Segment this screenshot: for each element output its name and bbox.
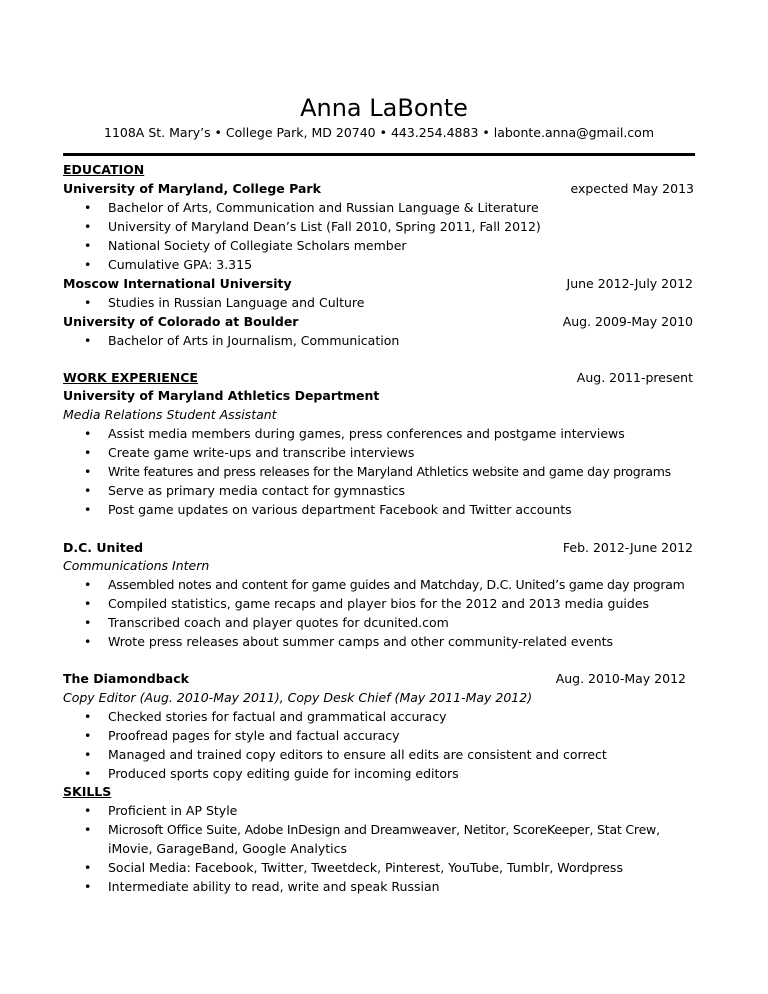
- edu-org-cu: University of Colorado at Boulder: [63, 314, 299, 329]
- list-item-continuation: iMovie, GarageBand, Google Analytics: [108, 841, 348, 856]
- bullet-icon: •: [84, 295, 92, 310]
- list-item: Social Media: Facebook, Twitter, Tweetdeck, Pinterest, YouTube, Tumblr, Wordpress: [108, 860, 623, 875]
- work-role-dcunited: Communications Intern: [63, 558, 210, 573]
- edu-date-miu: June 2012-July 2012: [566, 276, 693, 291]
- candidate-name: Anna LaBonte: [300, 94, 468, 122]
- bullet-icon: •: [84, 615, 92, 630]
- bullet-icon: •: [84, 634, 92, 649]
- list-item: University of Maryland Dean’s List (Fall 2010, Spring 2011, Fall 2012): [108, 219, 541, 234]
- list-item: National Society of Collegiate Scholars member: [108, 238, 407, 253]
- list-item: Bachelor of Arts in Journalism, Communication: [108, 333, 400, 348]
- list-item: Produced sports copy editing guide for incoming editors: [108, 766, 459, 781]
- list-item: Bachelor of Arts, Communication and Russian Language & Literature: [108, 200, 539, 215]
- list-item: Assembled notes and content for game guides and Matchday, D.C. United’s game day program: [108, 577, 685, 592]
- list-item: Proofread pages for style and factual accuracy: [108, 728, 400, 743]
- work-org-diamondback: The Diamondback: [63, 671, 189, 686]
- list-item: Checked stories for factual and grammatical accuracy: [108, 709, 447, 724]
- contact-line: 1108A St. Mary’s • College Park, MD 20740 • 443.254.4883 • labonte.anna@gmail.com: [104, 125, 654, 140]
- list-item: Compiled statistics, game recaps and player bios for the 2012 and 2013 media guides: [108, 596, 650, 611]
- edu-date-umd: expected May 2013: [570, 181, 694, 196]
- bullet-icon: •: [84, 577, 92, 592]
- list-item: Microsoft Office Suite, Adobe InDesign and Dreamweaver, Netitor, ScoreKeeper, Stat Crew,: [108, 822, 660, 837]
- list-item: Managed and trained copy editors to ensure all edits are consistent and correct: [108, 747, 607, 762]
- bullet-icon: •: [84, 502, 92, 517]
- bullet-icon: •: [84, 445, 92, 460]
- bullet-icon: •: [84, 879, 92, 894]
- bullet-icon: •: [84, 822, 92, 837]
- list-item: Post game updates on various department Facebook and Twitter accounts: [108, 502, 572, 517]
- bullet-icon: •: [84, 464, 92, 479]
- bullet-icon: •: [84, 333, 92, 348]
- edu-org-miu: Moscow International University: [63, 276, 292, 291]
- list-item: Wrote press releases about summer camps and other community-related events: [108, 634, 614, 649]
- work-date-dcunited: Feb. 2012-June 2012: [562, 540, 693, 555]
- list-item: Studies in Russian Language and Culture: [108, 295, 365, 310]
- list-item: Intermediate ability to read, write and speak Russian: [108, 879, 440, 894]
- list-item: Serve as primary media contact for gymnastics: [108, 483, 406, 498]
- work-role-diamondback: Copy Editor (Aug. 2010-May 2011), Copy Desk Chief (May 2011-May 2012): [63, 690, 533, 705]
- bullet-icon: •: [84, 709, 92, 724]
- list-item: Create game write-ups and transcribe interviews: [108, 445, 415, 460]
- bullet-icon: •: [84, 200, 92, 215]
- work-heading: WORK EXPERIENCE: [63, 370, 198, 385]
- edu-org-umd: University of Maryland, College Park: [63, 181, 321, 196]
- bullet-icon: •: [84, 747, 92, 762]
- bullet-icon: •: [84, 483, 92, 498]
- work-role-athletics: Media Relations Student Assistant: [63, 407, 277, 422]
- skills-heading: SKILLS: [63, 784, 112, 799]
- bullet-icon: •: [84, 257, 92, 272]
- list-item: Transcribed coach and player quotes for dcunited.com: [108, 615, 449, 630]
- bullet-icon: •: [84, 596, 92, 611]
- work-date-athletics: Aug. 2011-present: [576, 370, 693, 385]
- work-org-athletics: University of Maryland Athletics Department: [63, 388, 380, 403]
- work-date-diamondback: Aug. 2010-May 2012: [555, 671, 686, 686]
- bullet-icon: •: [84, 766, 92, 781]
- bullet-icon: •: [84, 238, 92, 253]
- list-item: Cumulative GPA: 3.315: [108, 257, 253, 272]
- bullet-icon: •: [84, 803, 92, 818]
- bullet-icon: •: [84, 728, 92, 743]
- work-org-dcunited: D.C. United: [63, 540, 144, 555]
- bullet-icon: •: [84, 860, 92, 875]
- edu-date-cu: Aug. 2009-May 2010: [562, 314, 693, 329]
- list-item: Proficient in AP Style: [108, 803, 238, 818]
- bullet-icon: •: [84, 219, 92, 234]
- list-item: Assist media members during games, press conferences and postgame interviews: [108, 426, 625, 441]
- list-item: Write features and press releases for the Maryland Athletics website and game day programs: [108, 464, 671, 479]
- bullet-icon: •: [84, 426, 92, 441]
- header-divider: [63, 153, 695, 156]
- education-heading: EDUCATION: [63, 162, 145, 177]
